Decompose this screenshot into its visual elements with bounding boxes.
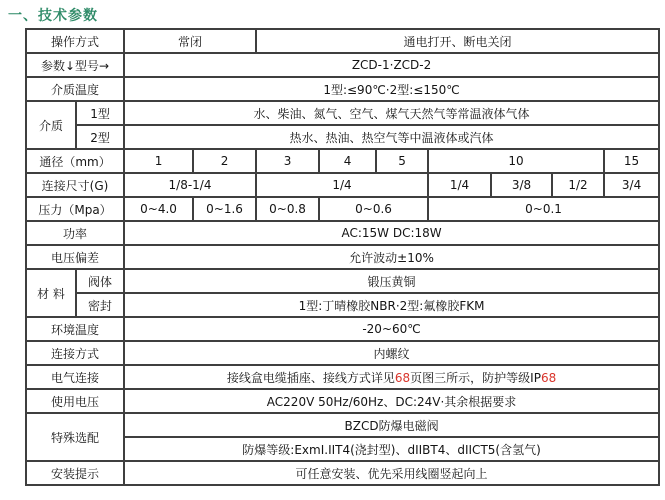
pressure-value-cell: 0~1.6 — [193, 197, 256, 221]
table-row-power — [26, 221, 659, 245]
material-seal-label-cell: 密封 — [76, 293, 124, 317]
table-row-diameter — [26, 149, 659, 173]
row-label-operation: 操作方式 — [26, 29, 124, 53]
medium-temp-value-cell: 1型:≤90℃·2型:≤150℃ — [124, 77, 659, 101]
table-row-ambient-temp — [26, 317, 659, 341]
table-row-connection-type — [26, 341, 659, 365]
diameter-value-cell: 2 — [193, 149, 256, 173]
pressure-value-cell: 0~0.8 — [256, 197, 319, 221]
row-label-material: 材 料 — [26, 269, 76, 317]
diameter-value-cell: 15 — [604, 149, 659, 173]
medium-type2-label-cell: 2型 — [76, 125, 124, 149]
connection-size-value-cell: 1/8-1/4 — [124, 173, 256, 197]
pressure-value-cell: 0~4.0 — [124, 197, 193, 221]
row-label-voltage-deviation: 电压偏差 — [26, 245, 124, 269]
medium-type1-value-cell: 水、柴油、氮气、空气、煤气天然气等常温液体气体 — [124, 101, 659, 125]
table-row-install — [26, 461, 659, 485]
connection-size-value-cell: 3/4 — [604, 173, 659, 197]
table-row-voltage-deviation — [26, 245, 659, 269]
connection-size-value-cell: 3/8 — [491, 173, 552, 197]
row-label-install: 安装提示 — [26, 461, 124, 485]
table-row-connection-size — [26, 173, 659, 197]
row-label-power: 功率 — [26, 221, 124, 245]
ambient-temp-value-cell: -20~60℃ — [124, 317, 659, 341]
material-body-value-cell: 锻压黄铜 — [124, 269, 659, 293]
power-value-cell: AC:15W DC:18W — [124, 221, 659, 245]
row-label-medium-temp: 介质温度 — [26, 77, 124, 101]
table-row-material-seal — [26, 293, 659, 317]
connection-size-value-cell: 1/2 — [552, 173, 604, 197]
material-body-label-cell: 阀体 — [76, 269, 124, 293]
table-row-medium-type1 — [26, 101, 659, 125]
row-label-pressure: 压力（Mpa） — [26, 197, 124, 221]
model-value-cell: ZCD-1·ZCD-2 — [124, 53, 659, 77]
voltage-deviation-value-cell: 允许波动±10% — [124, 245, 659, 269]
diameter-value-cell: 4 — [319, 149, 376, 173]
row-label-diameter: 通径（mm） — [26, 149, 124, 173]
table-row-material-body — [26, 269, 659, 293]
table-row-medium-type2 — [26, 125, 659, 149]
row-label-special: 特殊选配 — [26, 413, 124, 461]
voltage-value-cell: AC220V 50Hz/60Hz、DC:24V·其余根据要求 — [124, 389, 659, 413]
electrical-text-part1: 接线盒电缆插座、接线方式详见 — [226, 370, 395, 385]
special-line2-cell: 防爆等级:ExmI.IIT4(浇封型)、dIIBT4、dIICT5(含氢气) — [124, 437, 659, 461]
medium-type1-label-cell: 1型 — [76, 101, 124, 125]
operation-behavior-cell: 通电打开、断电关闭 — [256, 29, 659, 53]
table-row-medium-temp — [26, 77, 659, 101]
pressure-value-cell: 0~0.6 — [319, 197, 428, 221]
diameter-value-cell: 1 — [124, 149, 193, 173]
electrical-page-number: 68 — [394, 370, 411, 385]
table-row-model — [26, 53, 659, 77]
row-label-model: 参数↓型号→ — [26, 53, 124, 77]
row-label-connection-size: 连接尺寸(G) — [26, 173, 124, 197]
table-row-electrical — [26, 365, 659, 389]
material-seal-value-cell: 1型:丁晴橡胶NBR·2型:氟橡胶FKM — [124, 293, 659, 317]
special-line1-cell: BZCD防爆电磁阀 — [124, 413, 659, 437]
electrical-text-part2: 页图三所示，防护等级IP — [410, 370, 541, 385]
table-row-pressure — [26, 197, 659, 221]
page-title: 一、技术参数 — [8, 8, 98, 24]
operation-state-cell: 常闭 — [124, 29, 256, 53]
technical-parameters-table — [25, 28, 660, 486]
table-row-voltage — [26, 389, 659, 413]
diameter-value-cell: 10 — [428, 149, 604, 173]
row-label-connection-type: 连接方式 — [26, 341, 124, 365]
pressure-value-cell: 0~0.1 — [428, 197, 659, 221]
row-label-electrical: 电气连接 — [26, 365, 124, 389]
table-row-special-1 — [26, 413, 659, 437]
row-label-ambient-temp: 环境温度 — [26, 317, 124, 341]
medium-type2-value-cell: 热水、热油、热空气等中温液体或汽体 — [124, 125, 659, 149]
install-value-cell: 可任意安装、优先采用线圈竖起向上 — [124, 461, 659, 485]
table-row-operation — [26, 29, 659, 53]
diameter-value-cell: 3 — [256, 149, 319, 173]
row-label-voltage: 使用电压 — [26, 389, 124, 413]
diameter-value-cell: 5 — [376, 149, 428, 173]
row-label-medium: 介质 — [26, 101, 76, 149]
connection-size-value-cell: 1/4 — [256, 173, 428, 197]
connection-type-value-cell: 内螺纹 — [124, 341, 659, 365]
electrical-ip-number: 68 — [540, 370, 557, 385]
electrical-value-cell — [124, 365, 659, 389]
connection-size-value-cell: 1/4 — [428, 173, 491, 197]
